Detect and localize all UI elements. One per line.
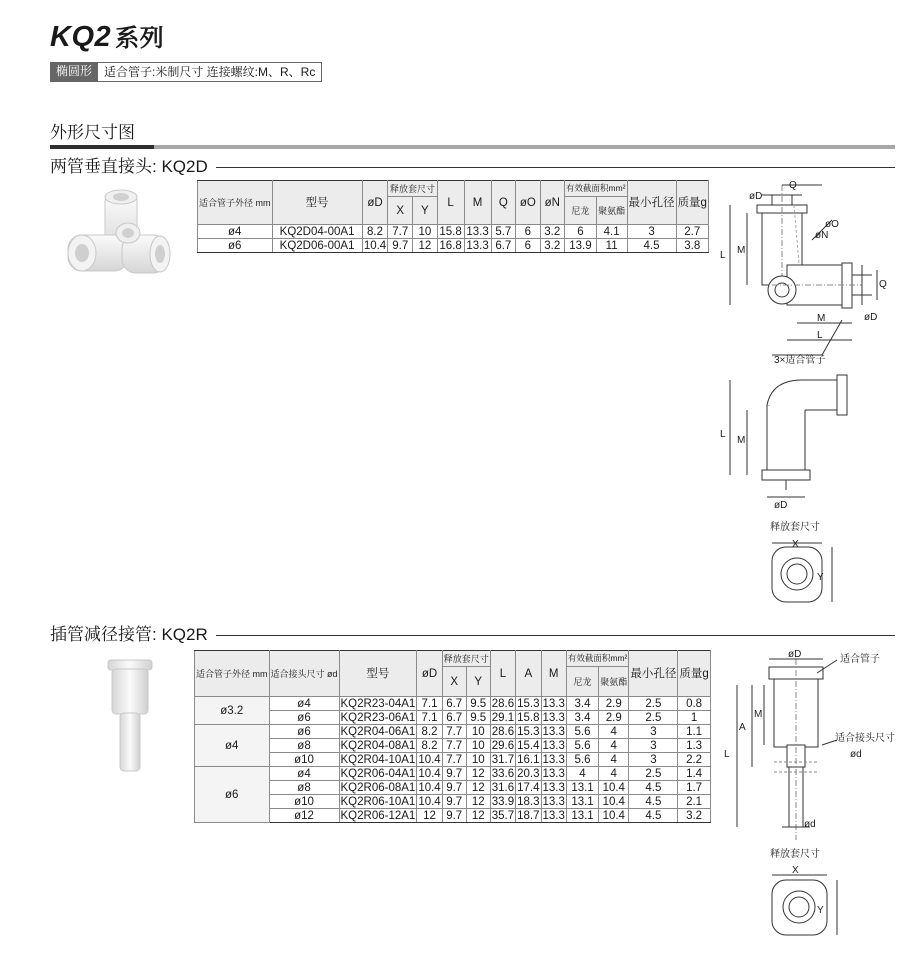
cell-nylon: 13.9: [565, 239, 597, 253]
cell-wt: 0.8: [678, 697, 710, 711]
kq2d-x-label: X: [792, 539, 799, 550]
table-row: [195, 767, 711, 781]
kq2d-o-label: øO: [825, 219, 839, 230]
kq2r-stud-label: 适合接头尺寸: [835, 733, 895, 744]
cell-model: KQ2R06-12A1: [340, 809, 416, 822]
cell-wt: 1.4: [678, 767, 710, 781]
cell-tube-group: ø6: [195, 767, 270, 823]
cell-model: KQ2R23-06A1: [340, 711, 416, 724]
cell-d: 12: [417, 809, 442, 823]
kq2r-release-title: 释放套尺寸: [770, 849, 820, 860]
cell-l: 35.7: [491, 809, 515, 822]
cell-wt: 3.2: [678, 809, 710, 823]
col-l: L: [437, 181, 464, 225]
cell-x: 7.7: [442, 739, 466, 753]
col-a: A: [516, 651, 541, 697]
cell-m: 13.3: [464, 225, 491, 239]
kq2r-spec-table: [194, 650, 711, 823]
col-x: X: [388, 197, 413, 225]
cell-q: 5.7: [491, 225, 515, 239]
cell-x: 9.7: [442, 781, 466, 795]
kq2d-product-image: [60, 185, 180, 290]
col-nylon: 尼龙: [566, 667, 598, 697]
kq2r-dimension-drawing: [712, 645, 900, 945]
cell-model: KQ2R04-10A1: [340, 753, 416, 766]
cell-y: 9.5: [466, 697, 490, 711]
cell-m: 13.3: [542, 767, 565, 780]
kq2d-l3-label: L: [720, 429, 726, 440]
cell-m: 13.3: [542, 753, 565, 766]
cell-x: 7.7: [388, 225, 413, 239]
cell-l: 29.6: [491, 739, 515, 752]
col-m: M: [541, 651, 566, 697]
col-tube-od: 适合管子外径 mm: [195, 651, 270, 697]
col-n: øN: [540, 181, 564, 225]
col-model: 型号: [339, 651, 417, 697]
cell-y: 10: [413, 225, 438, 239]
cell-hole: 3: [629, 739, 678, 753]
cell-y: 12: [466, 767, 490, 781]
cell-x: 9.7: [388, 239, 413, 253]
cell-y: 12: [466, 781, 490, 795]
cell-hole: 2.5: [629, 767, 678, 781]
table-row: [195, 795, 711, 809]
cell-stud: ø12: [269, 809, 339, 823]
cell-wt: 2.7: [676, 225, 708, 239]
cell-d: 8.2: [362, 225, 388, 239]
col-o: øO: [516, 181, 540, 225]
cell-tube-group: ø3.2: [195, 697, 270, 725]
table-row: [198, 239, 709, 253]
kq2d-table-body: [198, 225, 709, 253]
cell-nylon: 13.1: [566, 809, 598, 823]
cell-d: 10.4: [418, 795, 441, 808]
col-x: X: [442, 667, 466, 697]
cell-hole: 4.5: [629, 795, 678, 809]
cell-x: 7.7: [442, 725, 466, 739]
col-release: 释放套尺寸: [388, 181, 437, 197]
cell-hole: 2.5: [629, 697, 678, 711]
kq2d-dimension-drawing: [712, 175, 900, 615]
cell-l: 28.6: [491, 725, 515, 738]
table-row: [198, 225, 709, 239]
cell-model: KQ2R06-10A1: [340, 795, 416, 808]
kq2d-n-label: øN: [815, 230, 829, 241]
cell-model: KQ2R23-04A1: [340, 697, 416, 710]
cell-pu: 11: [596, 239, 627, 253]
cell-a: 17.4: [517, 781, 540, 794]
kq2r-x-label: X: [792, 865, 799, 876]
table-row: [195, 697, 711, 711]
cell-m: 13.3: [542, 725, 565, 738]
kq2r-table-body: [195, 697, 711, 823]
col-l: L: [490, 651, 515, 697]
col-pu: 聚氨酯: [599, 667, 629, 697]
cell-wt: 1.3: [678, 739, 710, 753]
table-row: [195, 753, 711, 767]
cell-l: 33.9: [491, 795, 515, 808]
cell-wt: 1: [678, 711, 710, 725]
cell-stud: ø10: [269, 795, 339, 809]
cell-l: 28.6: [491, 697, 515, 710]
kq2d-y-label: Y: [817, 572, 824, 583]
cell-d: 10.4: [363, 239, 387, 252]
cell-a: 18.3: [517, 795, 540, 808]
cell-model: KQ2D06-00A1: [272, 239, 362, 253]
cell-nylon: 5.6: [566, 739, 598, 753]
cell-y: 12: [466, 809, 490, 823]
shape-tag: 椭圆形: [50, 62, 98, 82]
cell-y: 12: [413, 239, 438, 253]
col-area: 有效截面积mm²: [566, 651, 629, 667]
cell-l: 16.8: [437, 239, 464, 253]
col-stud: 适合接头尺寸 ød: [269, 651, 339, 697]
col-weight: 质量g: [678, 651, 710, 697]
cell-wt: 3.8: [676, 239, 708, 253]
cell-l: 33.6: [491, 767, 515, 780]
cell-nylon: 6: [565, 225, 597, 239]
series-tag-bar: [50, 62, 322, 82]
cell-pu: 4: [599, 725, 629, 739]
cell-d: 10.4: [418, 781, 441, 794]
col-pu: 聚氨酯: [596, 197, 627, 225]
cell-a: 15.3: [517, 725, 540, 738]
cell-m: 13.3: [542, 781, 565, 794]
cell-l: 31.7: [491, 753, 515, 766]
cell-m: 13.3: [542, 809, 565, 822]
cell-m: 13.3: [542, 711, 565, 724]
cell-d: 8.2: [417, 739, 442, 753]
kq2r-product-image: [100, 655, 160, 775]
cell-l: 29.1: [491, 711, 515, 724]
cell-nylon: 5.6: [566, 753, 598, 767]
kq2d-m3-label: M: [737, 435, 746, 446]
col-weight: 质量g: [676, 181, 708, 225]
cell-x: 7.7: [442, 753, 466, 767]
cell-a: 16.1: [517, 753, 540, 766]
cell-wt: 2.1: [678, 795, 710, 809]
kq2d-d-label: øD: [749, 191, 763, 202]
kq2r-sd2-label: ød: [804, 819, 816, 830]
kq2d-tube-label: 3×适合管子: [774, 355, 826, 366]
col-q: Q: [491, 181, 515, 225]
table-row: [195, 781, 711, 795]
col-d: øD: [417, 651, 442, 697]
kq2d-l2-label: L: [817, 330, 823, 341]
cell-nylon: 13.1: [566, 781, 598, 795]
cell-hole: 4.5: [629, 781, 678, 795]
cell-x: 9.7: [442, 767, 466, 781]
cell-stud: ø10: [269, 753, 339, 767]
kq2r-l-label: L: [724, 749, 730, 760]
cell-model: KQ2D04-00A1: [272, 225, 362, 239]
cell-model: KQ2R06-08A1: [340, 781, 416, 794]
series-title: KQ2 系列: [50, 21, 165, 53]
cell-d: 8.2: [417, 725, 442, 739]
cell-d: 10.4: [418, 767, 441, 780]
col-d: øD: [362, 181, 388, 225]
kq2d-q2-label: Q: [879, 279, 887, 290]
table-row: [195, 711, 711, 725]
cell-a: 15.8: [517, 711, 540, 724]
kq2r-y-label: Y: [817, 905, 824, 916]
section-title: 外形尺寸图: [50, 123, 135, 142]
cell-tube-group: ø4: [195, 725, 270, 767]
kq2r-a-label: A: [739, 722, 746, 733]
cell-y: 10: [466, 725, 490, 739]
kq2r-sd-label: ød: [850, 749, 862, 760]
cell-hole: 4.5: [627, 239, 676, 253]
cell-nylon: 13.1: [566, 795, 598, 809]
col-area: 有效截面积mm²: [565, 181, 628, 197]
cell-x: 9.7: [442, 809, 466, 823]
cell-pu: 4: [599, 739, 629, 753]
kq2r-d-label: øD: [788, 649, 802, 660]
cell-pu: 4: [599, 753, 629, 767]
kq2d-release-title: 释放套尺寸: [770, 522, 820, 533]
cell-m: 13.3: [542, 739, 565, 752]
col-y: Y: [466, 667, 490, 697]
col-y: Y: [413, 197, 438, 225]
kq2r-m-label: M: [754, 709, 763, 720]
table-row: [195, 809, 711, 823]
cell-nylon: 3.4: [566, 711, 598, 725]
cell-d: 7.1: [417, 711, 442, 725]
cell-a: 15.3: [517, 697, 540, 710]
kq2d-d3-label: øD: [774, 500, 788, 511]
cell-y: 9.5: [466, 711, 490, 725]
cell-wt: 2.2: [678, 753, 710, 767]
cell-y: 10: [466, 753, 490, 767]
kq2d-q-label: Q: [789, 180, 797, 191]
cell-hole: 3: [627, 225, 676, 239]
cell-nylon: 5.6: [566, 725, 598, 739]
cell-pu: 10.4: [599, 809, 629, 823]
cell-d: 10.4: [418, 753, 441, 766]
kq2d-spec-table: [197, 180, 709, 253]
col-min-hole: 最小孔径: [627, 181, 676, 225]
cell-stud: ø6: [269, 711, 339, 725]
table-row: [195, 725, 711, 739]
col-release: 释放套尺寸: [442, 651, 490, 667]
cell-tube: ø6: [198, 239, 273, 253]
cell-hole: 3: [629, 725, 678, 739]
cell-l: 15.8: [437, 225, 464, 239]
cell-model: KQ2R04-08A1: [340, 739, 416, 752]
cell-hole: 2.5: [629, 711, 678, 725]
cell-stud: ø8: [269, 739, 339, 753]
cell-x: 9.7: [442, 795, 466, 809]
cell-n: 3.2: [540, 225, 564, 239]
kq2r-title: 插管减径接管: KQ2R: [50, 624, 216, 646]
col-m: M: [464, 181, 491, 225]
cell-q: 6.7: [491, 239, 515, 253]
cell-pu: 4.1: [596, 225, 627, 239]
cell-a: 20.3: [517, 767, 540, 780]
cell-pu: 4: [599, 767, 629, 781]
cell-d: 7.1: [417, 697, 442, 711]
cell-m: 13.3: [542, 697, 565, 710]
cell-hole: 3: [629, 753, 678, 767]
section-rule-accent: [50, 145, 154, 149]
kq2r-tube-label: 适合管子: [840, 654, 880, 665]
cell-o: 6: [516, 239, 540, 253]
cell-wt: 1.1: [678, 725, 710, 739]
cell-pu: 10.4: [599, 795, 629, 809]
cell-a: 18.7: [517, 809, 540, 822]
cell-nylon: 4: [566, 767, 598, 781]
cell-l: 31.6: [491, 781, 515, 794]
section-rule: [50, 145, 895, 149]
cell-stud: ø4: [269, 767, 339, 781]
cell-pu: 2.9: [599, 711, 629, 725]
cell-m: 13.3: [464, 239, 491, 253]
col-tube-od: 适合管子外径 mm: [198, 181, 273, 225]
cell-hole: 4.5: [629, 809, 678, 823]
col-min-hole: 最小孔径: [629, 651, 678, 697]
cell-tube: ø4: [198, 225, 273, 239]
kq2d-m2-label: M: [817, 313, 826, 324]
cell-model: KQ2R06-04A1: [340, 767, 416, 780]
cell-y: 12: [466, 795, 490, 809]
cell-pu: 2.9: [599, 697, 629, 711]
kq2d-title: 两管垂直接头: KQ2D: [50, 156, 216, 178]
cell-m: 13.3: [542, 795, 565, 808]
cell-stud: ø8: [269, 781, 339, 795]
cell-y: 10: [466, 739, 490, 753]
cell-pu: 10.4: [599, 781, 629, 795]
col-model: 型号: [272, 181, 362, 225]
table-row: [195, 739, 711, 753]
cell-x: 6.7: [442, 711, 466, 725]
cell-wt: 1.7: [678, 781, 710, 795]
cell-o: 6: [516, 225, 540, 239]
cell-a: 15.4: [517, 739, 540, 752]
col-nylon: 尼龙: [565, 197, 597, 225]
cell-nylon: 3.4: [566, 697, 598, 711]
cell-model: KQ2R04-06A1: [340, 725, 416, 738]
cell-x: 6.7: [442, 697, 466, 711]
cell-stud: ø6: [269, 725, 339, 739]
kq2d-m-label: M: [737, 245, 746, 256]
spec-tag: 适合管子:米制尺寸 连接螺纹:M、R、Rc: [98, 62, 322, 82]
kq2d-d2-label: øD: [864, 312, 878, 323]
cell-n: 3.2: [540, 239, 564, 253]
cell-stud: ø4: [269, 697, 339, 711]
kq2d-l-label: L: [720, 250, 726, 261]
